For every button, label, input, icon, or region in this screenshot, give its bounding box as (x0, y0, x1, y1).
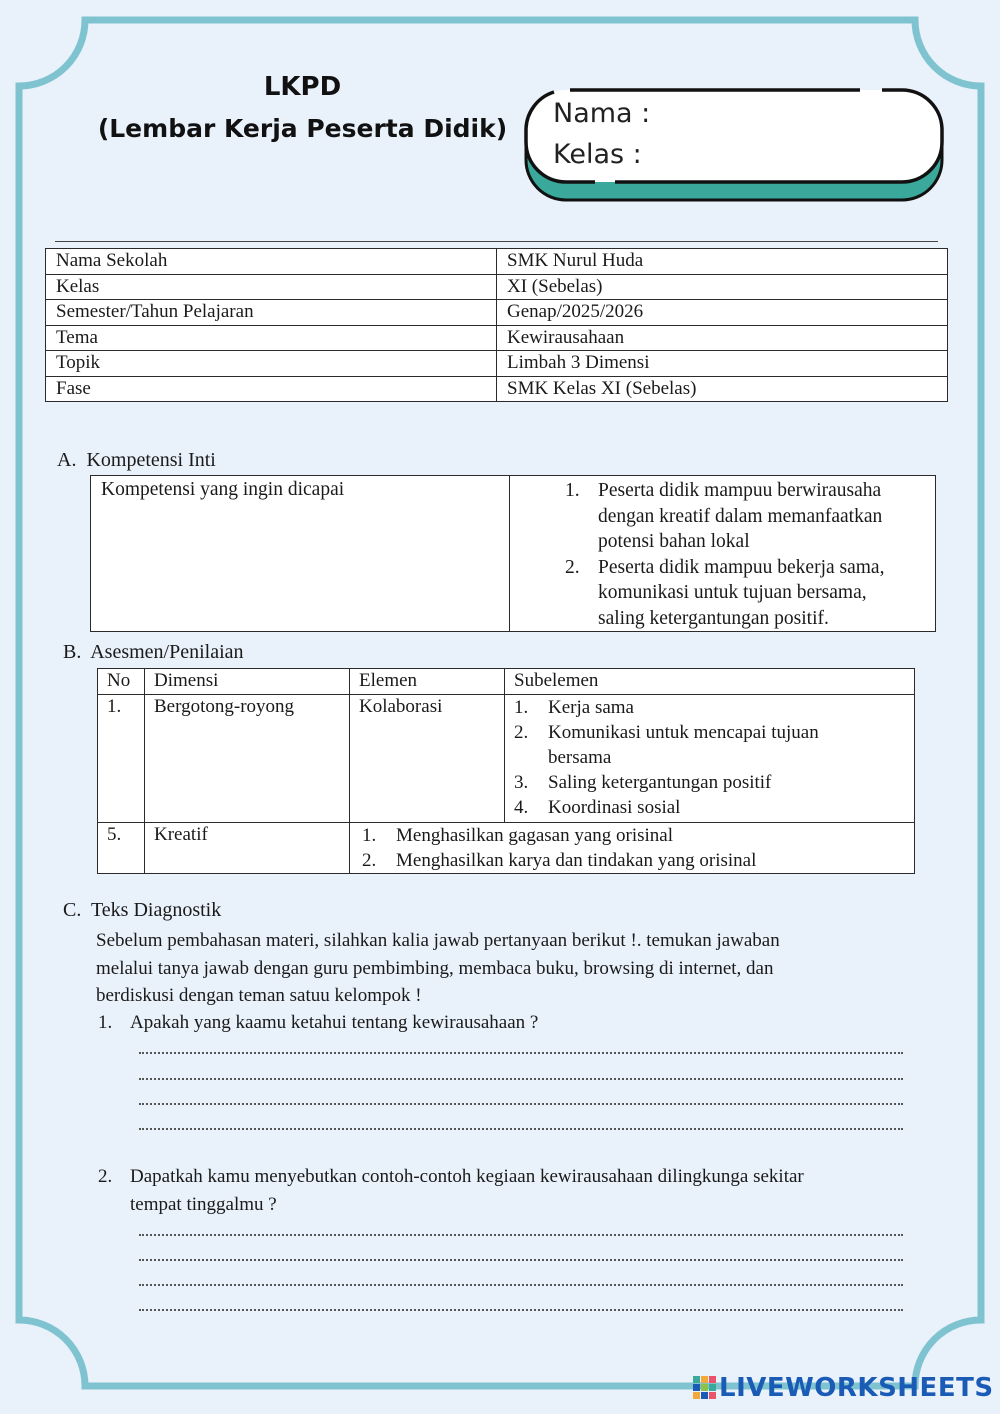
col-header-dimensi: Dimensi (145, 669, 350, 695)
item-text: Menghasilkan gagasan yang orisinal (396, 825, 674, 846)
item-text: Kerja sama (548, 697, 634, 718)
school-info-table (45, 248, 948, 402)
question-line: tempat tinggalmu ? (130, 1194, 277, 1215)
answer-line-q2[interactable] (139, 1234, 903, 1236)
item-number: 2. (514, 722, 529, 743)
info-label: Tema (46, 325, 497, 351)
answer-line-q2[interactable] (139, 1309, 903, 1311)
col-header-subelemen: Subelemen (505, 669, 915, 695)
class-field-label: Kelas : (553, 139, 642, 170)
row-no: 5. (98, 823, 145, 874)
table-row (46, 300, 948, 326)
info-value: SMK Kelas XI (Sebelas) (497, 376, 948, 402)
info-label: Topik (46, 351, 497, 377)
section-c-heading: C. Teks Diagnostik (63, 899, 222, 921)
item-number: 1. (565, 480, 580, 501)
info-value: Kewirausahaan (497, 325, 948, 351)
competency-table (90, 475, 936, 632)
item-text: Koordinasi sosial (548, 797, 681, 818)
item-line: potensi bahan lokal (598, 531, 750, 552)
table-row (46, 376, 948, 402)
question-2-number: 2. (98, 1166, 113, 1187)
page-title: LKPD (263, 72, 342, 102)
answer-line-q1[interactable] (139, 1052, 903, 1054)
info-value: Limbah 3 Dimensi (497, 351, 948, 377)
item-line: Peserta didik mampuu berwirausaha (598, 480, 882, 501)
row-subelemen (350, 823, 915, 874)
item-line: saling ketergantungan positif. (598, 607, 829, 629)
table-header-row (98, 669, 915, 695)
intro-line: berdiskusi dengan teman satuu kelompok ! (96, 985, 422, 1006)
list-item (362, 823, 905, 848)
info-label: Fase (46, 376, 497, 402)
list-item (362, 848, 905, 873)
info-label: Kelas (46, 274, 497, 300)
info-value: XI (Sebelas) (497, 274, 948, 300)
page-subtitle: (Lembar Kerja Peserta Didik) (97, 114, 508, 143)
table-row (46, 249, 948, 275)
answer-line-q2[interactable] (139, 1259, 903, 1261)
item-line: Peserta didik mampuu bekerja sama, (598, 556, 885, 578)
item-number: 3. (514, 772, 529, 793)
table-row (98, 823, 915, 874)
info-value: Genap/2025/2026 (497, 300, 948, 326)
section-b-heading: B. Asesmen/Penilaian (63, 641, 244, 663)
table-row (46, 351, 948, 377)
competency-label: Kompetensi yang ingin dicapai (91, 476, 510, 632)
item-number: 2. (362, 850, 377, 871)
item-text: Saling ketergantungan positif (548, 772, 772, 793)
divider (55, 241, 938, 242)
info-value: SMK Nurul Huda (497, 249, 948, 275)
liveworksheets-logo-icon (693, 1374, 717, 1400)
list-item (514, 695, 905, 720)
row-subelemen (505, 695, 915, 823)
subelement-list (362, 823, 905, 873)
list-item (520, 478, 931, 555)
col-header-elemen: Elemen (350, 669, 505, 695)
competency-list (520, 478, 931, 631)
item-line: komunikasi untuk tujuan bersama, (598, 582, 867, 603)
info-label: Semester/Tahun Pelajaran (46, 300, 497, 326)
list-item (514, 770, 905, 795)
assessment-table (97, 668, 915, 874)
row-elemen: Kolaborasi (350, 695, 505, 823)
item-number: 2. (565, 556, 580, 578)
answer-line-q1[interactable] (139, 1128, 903, 1130)
item-text: Menghasilkan karya dan tindakan yang orisinal (396, 850, 757, 871)
answer-line-q2[interactable] (139, 1284, 903, 1286)
subelement-list (514, 695, 905, 820)
item-number: 4. (514, 797, 529, 818)
name-field-label: Nama : (553, 98, 651, 129)
answer-line-q1[interactable] (139, 1078, 903, 1080)
item-number: 1. (514, 697, 529, 718)
intro-line: melalui tanya jawab dengan guru pembimbing, membaca buku, browsing di internet, dan (96, 957, 774, 979)
table-row (46, 274, 948, 300)
question-1-number: 1. (98, 1012, 113, 1033)
table-row (98, 695, 915, 823)
row-dimensi: Kreatif (145, 823, 350, 874)
col-header-no: No (98, 669, 145, 695)
row-no: 1. (98, 695, 145, 823)
intro-paragraph (96, 927, 906, 1010)
intro-line: Sebelum pembahasan materi, silahkan kalia jawab pertanyaan berikut !. temukan jawaban (96, 930, 780, 951)
answer-line-q1[interactable] (139, 1103, 903, 1105)
question-line: Dapatkah kamu menyebutkan contoh-contoh kegiaan kewirausahaan dilingkunga sekitar (130, 1166, 804, 1187)
table-row (91, 476, 936, 632)
liveworksheets-brand[interactable]: LIVEWORKSHEETS (719, 1373, 994, 1403)
info-label: Nama Sekolah (46, 249, 497, 275)
item-line: dengan kreatif dalam memanfaatkan (598, 505, 883, 527)
item-number: 1. (362, 825, 377, 846)
competency-list-cell (510, 476, 936, 632)
item-text: bersama (548, 747, 612, 768)
question-2-text (130, 1163, 920, 1219)
list-item (514, 720, 905, 770)
item-text: Komunikasi untuk mencapai tujuan (548, 722, 819, 743)
list-item (520, 555, 931, 632)
table-row (46, 325, 948, 351)
list-item (514, 795, 905, 820)
row-dimensi: Bergotong-royong (145, 695, 350, 823)
question-1-text: Apakah yang kaamu ketahui tentang kewirausahaan ? (130, 1012, 539, 1033)
section-a-heading: A. Kompetensi Inti (57, 449, 216, 471)
